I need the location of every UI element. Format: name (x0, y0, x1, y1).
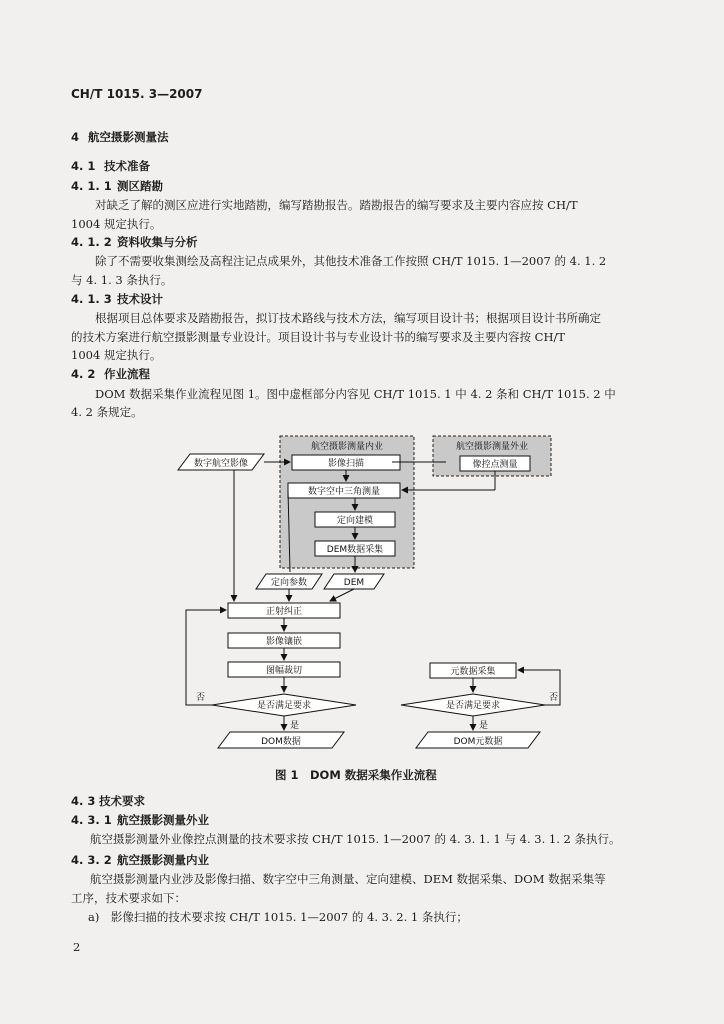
section-4-1-2-number: 4. 1. 2 (71, 235, 112, 249)
paragraph-line: 1004 规定执行。 (71, 217, 162, 231)
paragraph-line: 的技术方案进行航空摄影测量专业设计。项目设计书与专业设计书的编写要求及主要内容按 CH/T (71, 330, 566, 344)
document-code: CH/T 1015. 3—2007 (71, 87, 203, 101)
list-item-a: a) 影像扫描的技术要求按 CH/T 1015. 1—2007 的 4. 3. 2. 1 条执行； (88, 910, 468, 924)
outer-work-title: 航空摄影测量外业 (455, 442, 529, 452)
paragraph-line: 1004 规定执行。 (71, 348, 162, 362)
paragraph-line: 工序，技术要求如下： (71, 891, 186, 905)
decision-2-label: 是否满足要求 (445, 701, 501, 711)
clip-label: 图幅裁切 (265, 666, 303, 676)
decision-1-no-label: 否 (196, 693, 206, 703)
inner-work-title: 航空摄影测量内业 (310, 442, 384, 452)
section-4-2-title: 作业流程 (104, 367, 150, 381)
dom-data-label: DOM数据 (261, 737, 301, 747)
dem-collect-label: DEM数据采集 (326, 545, 384, 555)
paragraph-line: 航空摄影测量内业涉及影像扫描、数字空中三角测量、定向建模、DEM 数据采集、DOM 数据采集等 (90, 872, 606, 886)
orientation-params-label: 定向参数 (270, 578, 308, 588)
section-4-3-number: 4. 3 (71, 794, 96, 808)
paragraph-line: 与 4. 1. 3 条执行。 (71, 273, 173, 287)
mosaic-label: 影像镶嵌 (265, 637, 303, 647)
figure-caption: 图 1 DOM 数据采集作业流程 (275, 768, 437, 782)
metadata-collect-label: 元数据采集 (450, 667, 496, 677)
section-4-3-2-title: 航空摄影测量内业 (117, 853, 209, 867)
digital-image-label: 数字航空影像 (193, 459, 249, 469)
scan-label: 影像扫描 (327, 459, 365, 469)
dom-metadata-label: DOM元数据 (453, 737, 503, 747)
paragraph-line: 4. 2 条规定。 (71, 405, 143, 419)
section-4-3-2-number: 4. 3. 2 (71, 853, 112, 867)
page-number: 2 (73, 940, 81, 954)
paragraph-line: DOM 数据采集作业流程见图 1。图中虚框部分内容见 CH/T 1015. 1 中 4. 2 条和 CH/T 1015. 2 中 (95, 387, 616, 401)
decision-1-yes-label: 是 (290, 721, 300, 731)
section-4-1-3-title: 技术设计 (117, 292, 163, 306)
section-4-title: 航空摄影测量法 (88, 130, 169, 144)
ortho-rectify-label: 正射纠正 (265, 607, 303, 617)
section-4-1-1-number: 4. 1. 1 (71, 179, 112, 193)
control-point-label: 像控点测量 (472, 460, 518, 470)
decision-2-no-label: 否 (549, 693, 559, 703)
orientation-label: 定向建模 (336, 516, 374, 526)
section-4-1-title: 技术准备 (104, 159, 150, 173)
aerotriangulation-label: 数字空中三角测量 (307, 487, 381, 497)
section-4-3-title: 技术要求 (99, 794, 145, 808)
paragraph-line: 对缺乏了解的测区应进行实地踏勘，编写踏勘报告。踏勘报告的编写要求及主要内容应按 CH/T (95, 198, 578, 212)
section-4-2-number: 4. 2 (71, 367, 96, 381)
decision-1-label: 是否满足要求 (256, 701, 312, 711)
section-4-1-number: 4. 1 (71, 159, 96, 173)
section-4-3-1-number: 4. 3. 1 (71, 813, 112, 827)
section-4-3-1-title: 航空摄影测量外业 (117, 813, 209, 827)
paragraph-line: 除了不需要收集测绘及高程注记点成果外，其他技术准备工作按照 CH/T 1015. 1—2007 的 4. 1. 2 (95, 254, 607, 268)
section-4-1-3-number: 4. 1. 3 (71, 292, 112, 306)
section-4-number: 4 (71, 130, 80, 144)
dem-label: DEM (343, 578, 365, 588)
paragraph-line: 根据项目总体要求及踏勘报告，拟订技术路线与技术方法，编写项目设计书；根据项目设计书所确定 (95, 311, 601, 325)
section-4-1-2-title: 资料收集与分析 (117, 235, 198, 249)
paragraph-line: 航空摄影测量外业像控点测量的技术要求按 CH/T 1015. 1—2007 的 4. 3. 1. 1 与 4. 3. 1. 2 条执行。 (90, 832, 621, 846)
decision-2-yes-label: 是 (479, 721, 489, 731)
section-4-1-1-title: 测区踏勘 (117, 179, 163, 193)
